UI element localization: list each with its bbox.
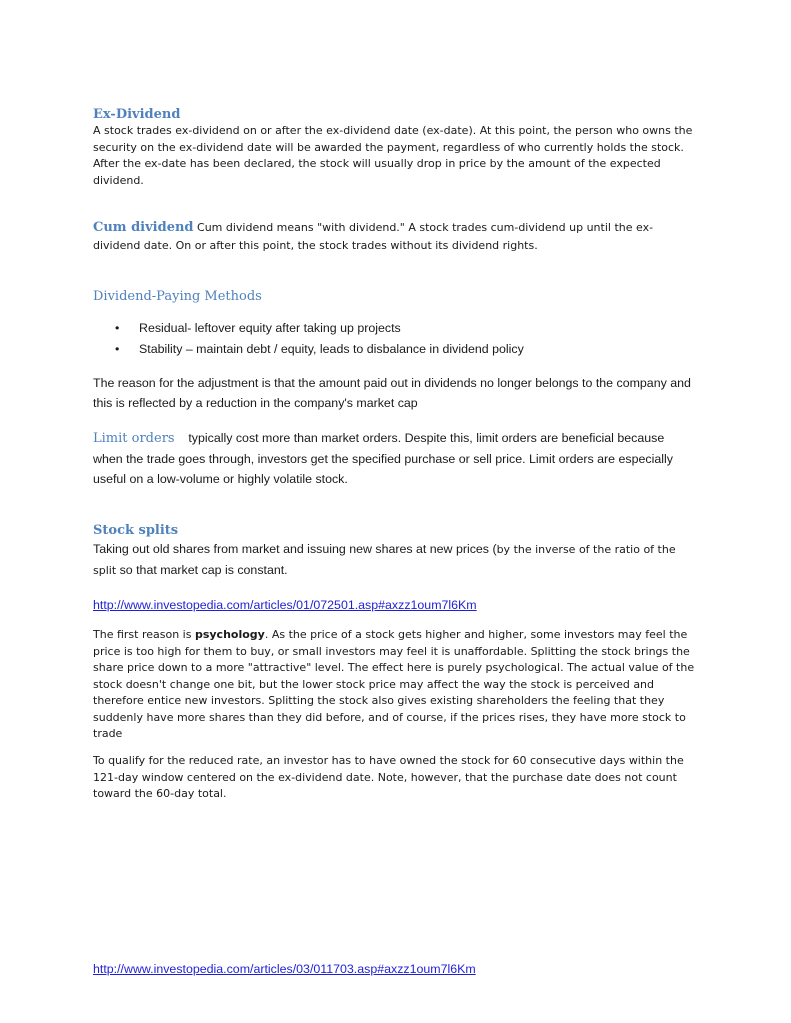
psychology-lead: The first reason is — [93, 628, 195, 641]
stock-splits-body-small: by the inverse of the ratio of the split — [93, 543, 676, 577]
ex-dividend-heading: Ex-Dividend — [93, 107, 181, 122]
stock-splits-heading: Stock splits — [93, 523, 179, 538]
cum-dividend-heading: Cum dividend — [93, 220, 194, 235]
limit-orders-heading: Limit orders — [93, 431, 175, 446]
stock-splits-body-end: so that market cap is constant. — [116, 563, 288, 577]
limit-orders-paragraph — [93, 428, 693, 489]
qualify-paragraph: To qualify for the reduced rate, an investor has to have owned the stock for 60 consecutive days within the 121-day window centered on the ex-dividend date. Note, however, that the purchase date does not count toward the 60-day total. — [93, 754, 684, 800]
bullet-icon: • — [115, 342, 120, 356]
stock-splits-section — [93, 522, 693, 581]
investopedia-link-1[interactable]: http://www.investopedia.com/articles/01/072501.asp#axzz1oum7l6Km — [93, 598, 477, 612]
list-item — [93, 339, 693, 360]
adjustment-paragraph: The reason for the adjustment is that the amount paid out in dividends no longer belongs to the company and this is reflected by a reduction in the company's market cap — [93, 376, 691, 410]
link-row-1 — [93, 595, 693, 614]
psychology-bold: psychology — [194, 628, 265, 641]
dividend-methods-list — [93, 318, 693, 360]
cum-dividend-section — [93, 219, 693, 255]
stock-splits-body-main: Taking out old shares from market and issuing new shares at new prices ( — [93, 542, 497, 556]
bullet-icon: • — [115, 321, 120, 335]
dividend-methods-title: Dividend-Paying Methods — [93, 289, 262, 304]
limit-orders-body: typically cost more than market orders. Despite this, limit orders are beneficial because when the trade goes through, investors get the specified purchase or sell price. Limit orders are especially useful on a low-volume or highly volatile stock. — [93, 431, 677, 486]
list-item — [93, 318, 693, 339]
psychology-rest: . As the price of a stock gets higher and higher, some investors may feel the price is too high for them to buy, or small investors may feel it is unaffordable. Splitting the stock brings the share price down to a more "attractive" level. The effect here is purely psychological. The actual value of the stock doesn't change one bit, but the lower stock price may affect the way the stock is perceived and therefore entice new investors. Splitting the stock also gives existing shareholders the feeling that they suddenly have more shares than they did before, and of course, if the prices rises, they have more stock to trade — [93, 628, 695, 740]
cum-dividend-body: Cum dividend means "with dividend." A stock trades cum-dividend up until the ex-dividend date. On or after this point, the stock trades without its dividend rights. — [93, 221, 654, 252]
list-item-text: Residual- leftover equity after taking up projects — [139, 321, 401, 335]
investopedia-link-2[interactable]: http://www.investopedia.com/articles/03/011703.asp#axzz1oum7l6Km — [93, 962, 476, 976]
ex-dividend-section — [93, 106, 693, 189]
cum-dividend-paragraph — [93, 219, 693, 255]
psychology-paragraph — [93, 627, 695, 743]
link-row-2 — [93, 959, 693, 978]
ex-dividend-body: A stock trades ex-dividend on or after the ex-dividend date (ex-date). At this point, the person who owns the security on the ex-dividend date will be awarded the payment, regardless of who currently holds the stock. After the ex-date has been declared, the stock will usually drop in price by the amount of the expected dividend. — [93, 124, 693, 187]
list-item-text: Stability – maintain debt / equity, leads to disbalance in dividend policy — [139, 342, 524, 356]
stock-splits-body — [93, 539, 693, 581]
dividend-methods-heading — [93, 288, 693, 305]
